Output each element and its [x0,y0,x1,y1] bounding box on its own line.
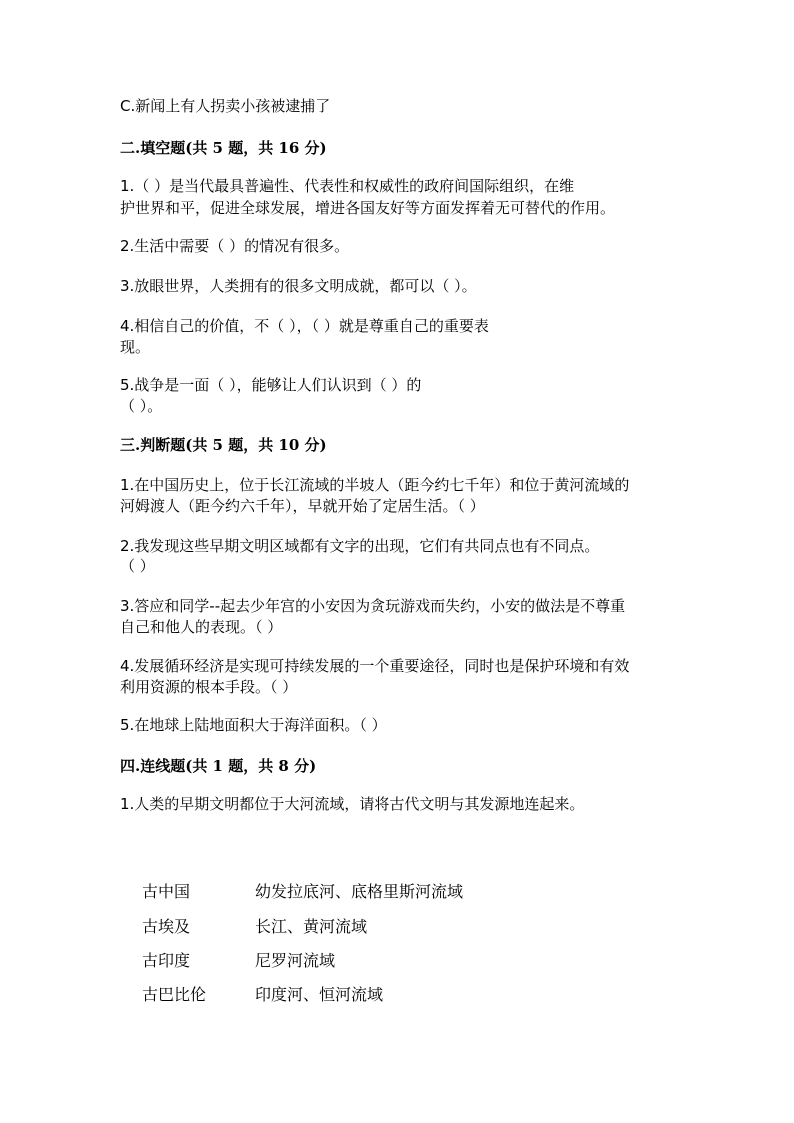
matching-row [142,983,662,1007]
tf-q2-line2: （ ） [120,557,155,575]
section-true-false-heading: 三.判断题(共 5 题，共 10 分) [120,436,327,454]
tf-q1-line2: 河姆渡人（距今约六千年），早就开始了定居生活。（ ） [120,497,485,515]
tf-q5: 5.在地球上陆地面积大于海洋面积。（ ） [120,716,387,734]
civilization-label[interactable]: 古埃及 [142,917,191,936]
origin-label[interactable]: 幼发拉底河、底格里斯河流域 [255,882,464,901]
fill-q2: 2.生活中需要（ ）的情况有很多。 [120,237,350,255]
fill-q5-line1: 5.战争是一面（ ），能够让人们认识到（ ）的 [120,376,422,394]
section-fill-blank-heading: 二.填空题(共 5 题，共 16 分) [120,139,327,157]
tf-q1-line1: 1.在中国历史上，位于长江流域的半坡人（距今约七千年）和位于黄河流域的 [120,476,630,494]
fill-q1-line2: 护世界和平，促进全球发展，增进各国友好等方面发挥着无可替代的作用。 [120,199,616,217]
matching-row [142,949,662,973]
fill-q4-line1: 4.相信自己的价值，不（ ），（ ）就是尊重自己的重要表 [120,317,489,335]
section-matching-heading: 四.连线题(共 1 题，共 8 分) [120,757,317,775]
option-c: C.新闻上有人拐卖小孩被逮捕了 [120,97,331,115]
tf-q3-line2: 自己和他人的表现。（ ） [120,618,283,636]
tf-q4-line2: 利用资源的根本手段。（ ） [120,678,298,696]
tf-q3-line1: 3.答应和同学--起去少年宫的小安因为贪玩游戏而失约，小安的做法是不尊重 [120,597,626,615]
matching-row [142,880,662,904]
matching-q1: 1.人类的早期文明都位于大河流域，请将古代文明与其发源地连起来。 [120,795,585,813]
fill-q1-line1: 1.（ ）是当代最具普遍性、代表性和权威性的政府间国际组织，在维 [120,177,575,195]
fill-q4-line2: 现。 [120,338,151,356]
fill-q5-line2: （ ）。 [120,397,163,415]
civilization-label[interactable]: 古中国 [142,882,191,901]
origin-label[interactable]: 长江、黄河流域 [255,917,368,936]
civilization-label[interactable]: 古巴比伦 [142,985,207,1004]
civilization-label[interactable]: 古印度 [142,951,191,970]
fill-q3: 3.放眼世界，人类拥有的很多文明成就，都可以（ ）。 [120,277,477,295]
origin-label[interactable]: 尼罗河流域 [255,951,336,970]
tf-q4-line1: 4.发展循环经济是实现可持续发展的一个重要途径，同时也是保护环境和有效 [120,657,630,675]
tf-q2-line1: 2.我发现这些早期文明区域都有文字的出现，它们有共同点也有不同点。 [120,537,600,555]
origin-label[interactable]: 印度河、恒河流域 [255,985,384,1004]
matching-row [142,915,662,939]
